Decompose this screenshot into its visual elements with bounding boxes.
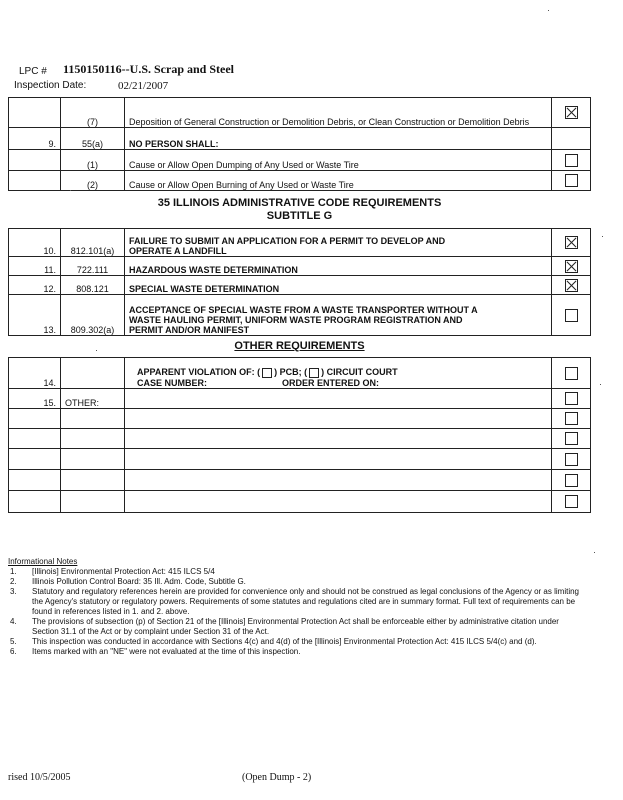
violation-checkbox[interactable] — [565, 154, 578, 167]
item-number — [9, 171, 61, 191]
list-item: 5. This inspection was conducted in accordance with Sections 4(c) and 4(d) of the [Illinois] Environmental Protection Act: 415 ILCS 5/4(c) and (d). — [10, 637, 537, 646]
order-entered-label: ORDER ENTERED ON: — [282, 378, 380, 388]
table-row — [9, 128, 591, 150]
table-row — [9, 229, 591, 257]
table-row — [9, 276, 591, 295]
item-text: SPECIAL WASTE DETERMINATION — [125, 276, 552, 295]
table-row — [9, 171, 591, 191]
table-row: 14. APPARENT VIOLATION OF: ( ) PCB; ( ) CIRCUIT COURT CASE NUMBER: ORDER ENTERED ON: — [9, 358, 591, 389]
item-text: Cause or Allow Open Dumping of Any Used or Waste Tire — [125, 150, 552, 171]
violation-checkbox[interactable] — [565, 474, 578, 487]
item-text: WASTE HAULING PERMIT, UNIFORM WASTE PROGRAM REGISTRATION AND — [129, 315, 463, 325]
banner-title: OTHER REQUIREMENTS — [234, 340, 365, 352]
section-banner — [9, 191, 591, 229]
section-ref: (7) — [61, 98, 125, 128]
item-number: 13. — [9, 295, 61, 336]
table-row — [9, 257, 591, 276]
informational-notes — [8, 557, 586, 657]
pcb-checkbox[interactable] — [262, 368, 272, 378]
violation-checkbox[interactable] — [565, 279, 578, 292]
list-item: 2. Illinois Pollution Control Board: 35 Ill. Adm. Code, Subtitle G. — [10, 577, 246, 586]
violation-checkbox[interactable] — [565, 174, 578, 187]
item-text: Deposition of General Construction or Demolition Debris, or Clean Construction or Demolition Debris — [125, 98, 552, 128]
item-number: 9. — [9, 128, 61, 150]
violation-checkbox[interactable] — [565, 453, 578, 466]
item-number: 14. — [9, 358, 61, 389]
banner-subtitle: SUBTITLE G — [266, 209, 333, 222]
table-row — [9, 449, 591, 470]
table-row — [9, 409, 591, 429]
checklist-table — [8, 97, 591, 513]
item-text: OPERATE A LANDFILL — [129, 246, 227, 256]
revision-date: rised 10/5/2005 — [8, 772, 71, 783]
table-row — [9, 98, 591, 128]
circuit-court-checkbox[interactable] — [309, 368, 319, 378]
other-label: OTHER: — [61, 389, 125, 409]
banner-title: 35 ILLINOIS ADMINISTRATIVE CODE REQUIREMENTS — [157, 196, 442, 209]
page-label: (Open Dump - 2) — [242, 772, 312, 783]
item-text: HAZARDOUS WASTE DETERMINATION — [125, 257, 552, 276]
table-row — [9, 389, 591, 409]
table-row — [9, 470, 591, 491]
item-text: NO PERSON SHALL: — [125, 128, 552, 150]
violation-checkbox[interactable] — [565, 106, 578, 119]
violation-checkbox[interactable] — [565, 260, 578, 273]
item-number — [9, 98, 61, 128]
violation-checkbox[interactable] — [565, 495, 578, 508]
section-ref: 722.111 — [61, 257, 125, 276]
item-text: ACCEPTANCE OF SPECIAL WASTE FROM A WASTE TRANSPORTER WITHOUT A — [129, 305, 478, 315]
list-item: 4. The provisions of subsection (p) of Section 21 of the [Illinois] Environmental Protection Act shall be enforceable either by administrative citation under Section 31.1 of the Act or by complaint under Section 31 of the Act. — [10, 617, 559, 636]
list-item: 6. Items marked with an "NE" were not evaluated at the time of this inspection. — [10, 647, 301, 656]
item-number: 11. — [9, 257, 61, 276]
item-number: 15. — [9, 389, 61, 409]
section-ref: 55(a) — [61, 128, 125, 150]
item-text: Cause or Allow Open Burning of Any Used or Waste Tire — [125, 171, 552, 191]
table-row — [9, 491, 591, 513]
table-row — [9, 429, 591, 449]
section-ref: 808.121 — [61, 276, 125, 295]
violation-checkbox[interactable] — [565, 392, 578, 405]
section-ref: (1) — [61, 150, 125, 171]
violation-checkbox[interactable] — [565, 309, 578, 322]
circuit-court-label: CIRCUIT COURT — [326, 367, 398, 378]
item-number: 10. — [9, 229, 61, 257]
table-row — [9, 150, 591, 171]
section-banner — [9, 336, 591, 358]
item-number: 12. — [9, 276, 61, 295]
case-number-label: CASE NUMBER: — [137, 378, 208, 388]
violation-checkbox[interactable] — [565, 236, 578, 249]
violation-checkbox[interactable] — [565, 432, 578, 445]
item-number — [9, 150, 61, 171]
notes-heading: Informational Notes — [8, 557, 78, 566]
list-item: 3. Statutory and regulatory references herein are provided for convenience only and should not be construed as legal conclusions of the Agency or as limiting the Agency's statutory or regulatory powers. Requirements of some statutes and regulations cited are in summary format. Full text of requirements can be found in references listed in 1. and 2. above. — [10, 587, 579, 616]
item-text: PERMIT AND/OR MANIFEST — [129, 325, 250, 335]
table-row — [9, 295, 591, 336]
violation-checkbox[interactable] — [565, 412, 578, 425]
list-item: 1. [Illinois] Environmental Protection Act: 415 ILCS 5/4 — [10, 567, 215, 576]
section-ref: 812.101(a) — [61, 229, 125, 257]
section-ref: (2) — [61, 171, 125, 191]
inspection-date-label: Inspection Date: — [14, 80, 87, 91]
lpc-label: LPC # — [19, 66, 47, 77]
lpc-value: 1150150116--U.S. Scrap and Steel — [63, 62, 235, 76]
item-text: FAILURE TO SUBMIT AN APPLICATION FOR A PERMIT TO DEVELOP AND — [129, 236, 446, 246]
apparent-violation-label: APPARENT VIOLATION OF: — [137, 367, 255, 378]
inspection-date-value: 02/21/2007 — [118, 80, 169, 92]
pcb-label: PCB; — [279, 367, 302, 378]
section-ref: 809.302(a) — [61, 295, 125, 336]
violation-checkbox[interactable] — [565, 367, 578, 380]
